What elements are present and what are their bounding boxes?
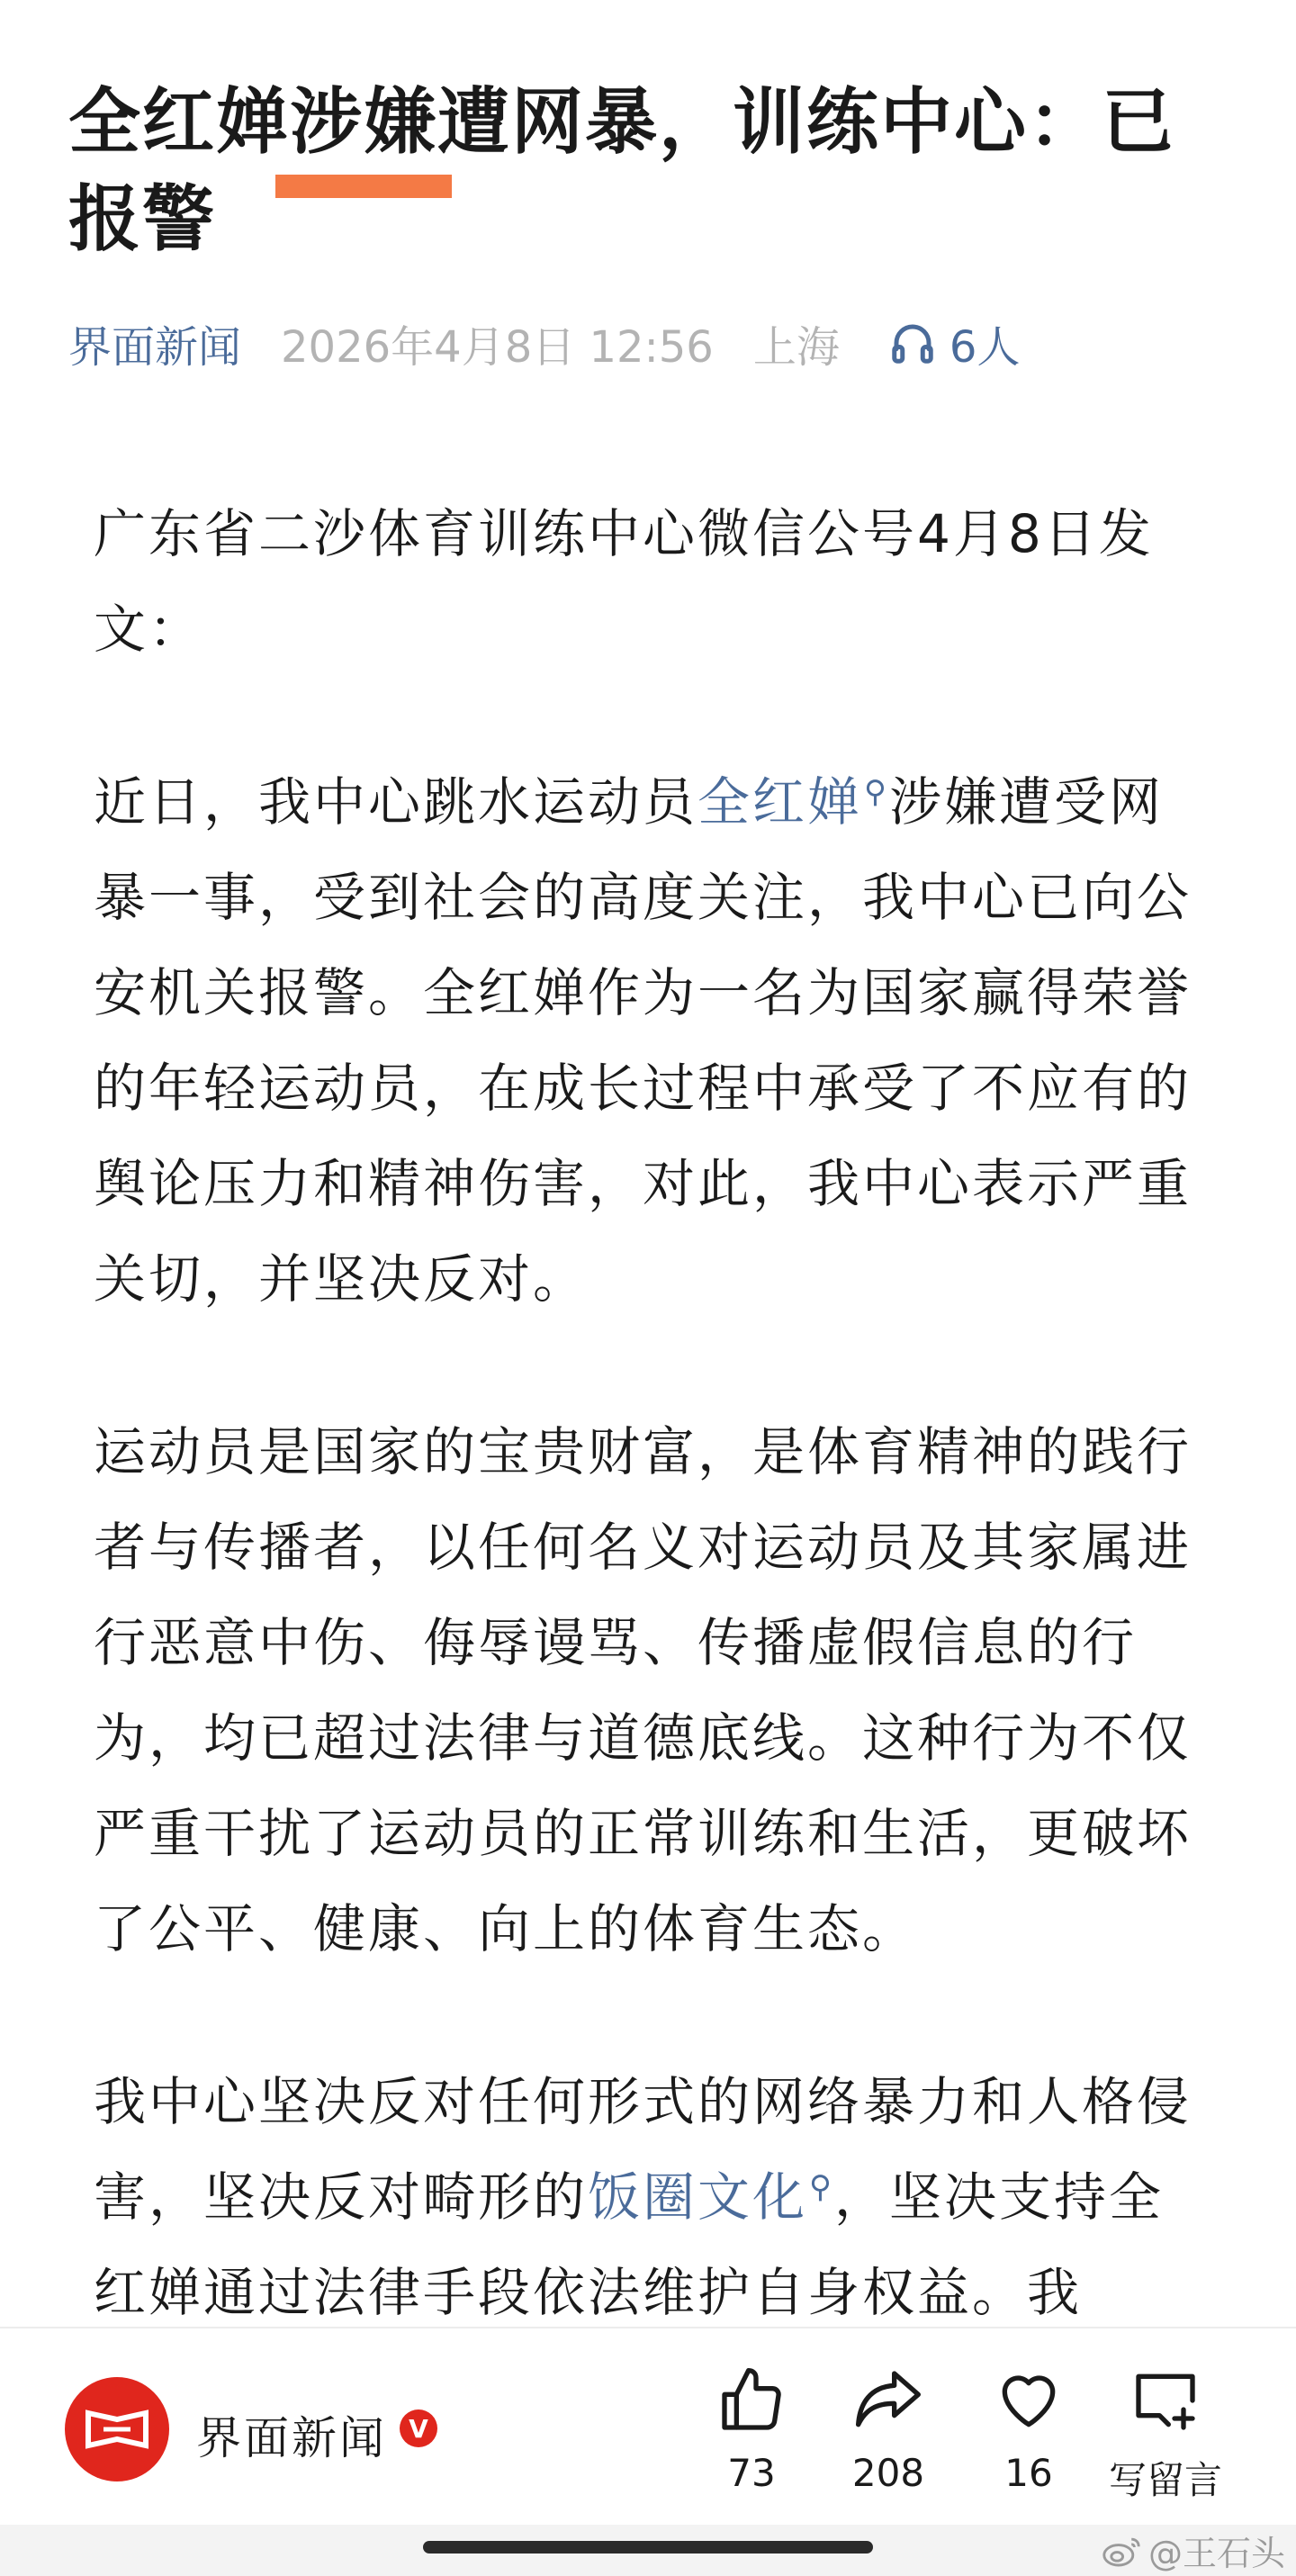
paragraph-1: 广东省二沙体育训练中心微信公号4月8日发文： [94,503,1154,660]
article-meta [68,311,1020,374]
paragraph-2 [94,754,1206,1327]
like-count: 73 [727,2451,776,2495]
article-title-container [68,74,1229,268]
search-icon: ⚲ [864,773,889,810]
verified-badge: V [400,2409,437,2447]
comment-plus-icon [1130,2364,1202,2436]
weibo-watermark [1100,2525,1285,2576]
headphones-icon [888,319,937,367]
title-highlight-bar [275,175,452,198]
listener-count: 6人 [949,321,1021,373]
heart-icon [993,2364,1065,2436]
share-button[interactable] [821,2364,956,2495]
bottom-action-bar [0,2327,1296,2526]
paragraph-2-text-a: 近日，我中心跳水运动员 [94,771,698,833]
like-button[interactable] [684,2364,819,2495]
listen-button[interactable] [888,312,1021,374]
publish-date: 2026年4月8日 12:56 [281,321,714,373]
keyword-link-fanquan[interactable] [588,2166,834,2228]
favorite-button[interactable] [961,2364,1096,2495]
paragraph-3: 运动员是国家的宝贵财富，是体育精神的践行者与传播者，以任何名义对运动员及其家属进行恶意中伤、侮辱谩骂、传播虚假信息的行为，均已超过法律与道德底线。这种行为不仅严重干扰了运动员的正常训练和生活，更破坏了公平、健康、向上的体育生态。 [94,1421,1192,1959]
keyword-text: 饭圈文化 [588,2166,808,2228]
source-avatar[interactable] [65,2377,169,2481]
article-title: 全红婵涉嫌遭网暴，训练中心：已报警 [68,80,1175,261]
keyword-link-quanhongchan[interactable] [698,771,889,833]
article-body [94,486,1206,2418]
watermark-text: @王石头 [1148,2534,1285,2573]
thumbs-up-icon [716,2364,788,2436]
paragraph-4-text-a: 我中心坚决反对任何形式的网络暴力和人格侵害，坚决反对畸形的 [94,2071,1192,2228]
paragraph-4-text-b: ，坚决支持全红婵通过法律手段依法维护自身权益。我 [94,2166,1164,2323]
source-name[interactable]: 界面新闻 [196,2412,387,2464]
publish-location: 上海 [752,321,840,373]
home-indicator[interactable] [423,2541,873,2553]
system-navigation-bar [0,2525,1296,2576]
write-comment-label: 写留言 [1108,2458,1222,2502]
keyword-text: 全红婵 [698,771,863,833]
jiemian-logo-icon [84,2409,150,2450]
source-link[interactable]: 界面新闻 [68,321,242,373]
paragraph-2-text-b: 涉嫌遭受网暴一事，受到社会的高度关注，我中心已向公安机关报警。全红婵作为一名为国家赢得荣誉的年轻运动员，在成长过程中承受了不应有的舆论压力和精神伤害，对此，我中心表示严重关切，并坚决反对。 [94,771,1192,1310]
write-comment-button[interactable] [1098,2364,1233,2505]
search-icon: ⚲ [809,2168,834,2205]
favorite-count: 16 [1004,2451,1053,2495]
share-arrow-icon [852,2364,924,2436]
share-count: 208 [851,2451,925,2495]
paragraph-4 [94,2054,1206,2340]
weibo-icon [1100,2533,1143,2569]
